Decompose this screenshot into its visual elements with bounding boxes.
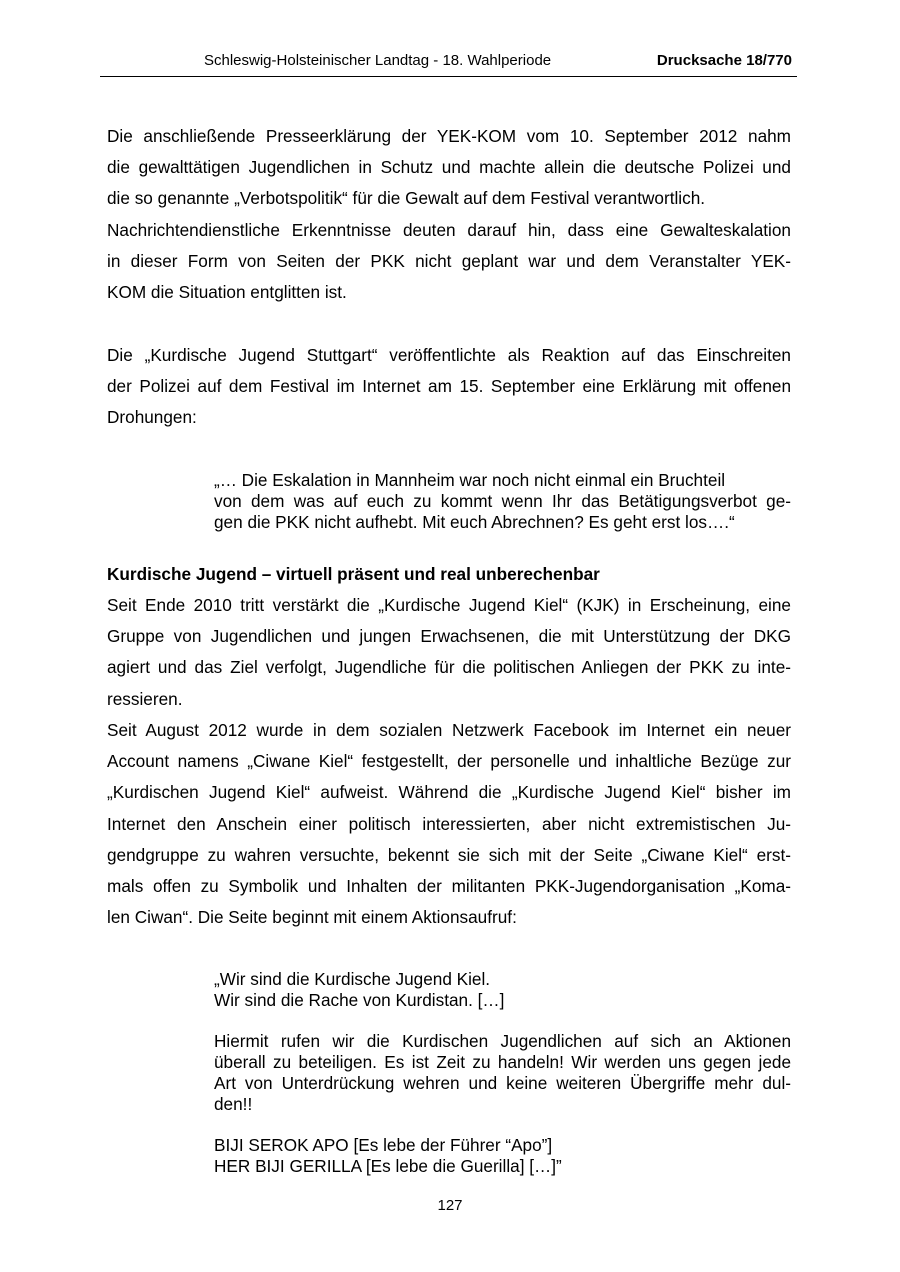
text-line: agiert und das Ziel verfolgt, Jugendliche für die politischen Anliegen der PKK zu inte- bbox=[107, 657, 791, 678]
quote-line: HER BIJI GERILLA [Es lebe die Guerilla] […]” bbox=[214, 1156, 562, 1176]
quote-kiel-intro bbox=[214, 969, 791, 1011]
text-line: Die „Kurdische Jugend Stuttgart“ veröffentlichte als Reaktion auf das Einschreiten bbox=[107, 345, 791, 365]
text-line: mals offen zu Symbolik und Inhalten der militanten PKK-Jugendorganisation „Koma- bbox=[107, 876, 791, 897]
quote-line: Wir sind die Rache von Kurdistan. […] bbox=[214, 990, 505, 1010]
text-line: der Polizei auf dem Festival im Internet am 15. September eine Erklärung mit offenen bbox=[107, 376, 791, 397]
header-document-number: Drucksache 18/770 bbox=[656, 52, 792, 69]
quote-line: Art von Unterdrückung wehren und keine weiteren Übergriffe mehr dul- bbox=[214, 1073, 791, 1093]
quote-line: den!! bbox=[214, 1094, 253, 1114]
text-line: len Ciwan“. Die Seite beginnt mit einem Aktionsaufruf: bbox=[107, 907, 517, 928]
paragraph-kjk bbox=[107, 590, 791, 715]
quote-kiel-slogans bbox=[214, 1135, 791, 1177]
header-title: Schleswig-Holsteinischer Landtag - 18. Wahlperiode bbox=[204, 52, 552, 69]
paragraph-ciwane-kiel bbox=[107, 715, 791, 933]
text-line: die so genannte „Verbotspolitik“ für die Gewalt auf dem Festival verantwortlich. bbox=[107, 188, 706, 209]
text-line: gendgruppe zu wahren versuchte, bekennt sie sich mit der Seite „Ciwane Kiel“ erst- bbox=[107, 844, 791, 865]
paragraph-stuttgart-statement bbox=[107, 340, 791, 434]
page-header bbox=[100, 50, 797, 77]
text-line: KOM die Situation entglitten ist. bbox=[107, 282, 347, 303]
quote-line: überall zu beteiligen. Es ist Zeit zu handeln! Wir werden uns gegen jede bbox=[214, 1052, 791, 1072]
paragraph-press-statement bbox=[107, 121, 791, 308]
text-line: Drohungen: bbox=[107, 407, 197, 428]
text-line: ressieren. bbox=[107, 688, 183, 709]
page-number: 127 bbox=[437, 1197, 463, 1214]
text-line: die gewalttätigen Jugendlichen in Schutz und machte allein die deutsche Polizei und bbox=[107, 157, 791, 178]
quote-line: gen die PKK nicht aufhebt. Mit euch Abrechnen? Es geht erst los….“ bbox=[214, 512, 735, 532]
text-line: „Kurdischen Jugend Kiel“ aufweist. Während die „Kurdische Jugend Kiel“ bisher im bbox=[107, 782, 791, 803]
section-heading: Kurdische Jugend – virtuell präsent und real unberechenbar bbox=[107, 564, 600, 584]
quote-mannheim bbox=[214, 470, 791, 533]
text-line: in dieser Form von Seiten der PKK nicht geplant war und dem Veranstalter YEK- bbox=[107, 250, 791, 271]
quote-line: BIJI SEROK APO [Es lebe der Führer “Apo”] bbox=[214, 1135, 553, 1155]
quote-line: Hiermit rufen wir die Kurdischen Jugendlichen auf sich an Aktionen bbox=[214, 1031, 791, 1051]
text-line: Account namens „Ciwane Kiel“ festgestellt, der personelle und inhaltliche Bezüge zur bbox=[107, 751, 791, 772]
text-line: Internet den Anschein einer politisch interessierten, aber nicht extremistischen Ju- bbox=[107, 813, 791, 834]
text-line: Gruppe von Jugendlichen und jungen Erwachsenen, die mit Unterstützung der DKG bbox=[107, 626, 791, 647]
quote-line: von dem was auf euch zu kommt wenn Ihr das Betätigungsverbot ge- bbox=[214, 491, 791, 511]
quote-kiel-call bbox=[214, 1031, 791, 1115]
text-line: Die anschließende Presseerklärung der YEK-KOM vom 10. September 2012 nahm bbox=[107, 126, 791, 146]
text-line: Seit Ende 2010 tritt verstärkt die „Kurdische Jugend Kiel“ (KJK) in Erscheinung, eine bbox=[107, 595, 791, 615]
quote-line: „… Die Eskalation in Mannheim war noch nicht einmal ein Bruchteil bbox=[214, 470, 726, 490]
text-line: Nachrichtendienstliche Erkenntnisse deuten darauf hin, dass eine Gewalteskalation bbox=[107, 219, 791, 240]
quote-line: „Wir sind die Kurdische Jugend Kiel. bbox=[214, 969, 491, 989]
text-line: Seit August 2012 wurde in dem sozialen Netzwerk Facebook im Internet ein neuer bbox=[107, 720, 791, 740]
